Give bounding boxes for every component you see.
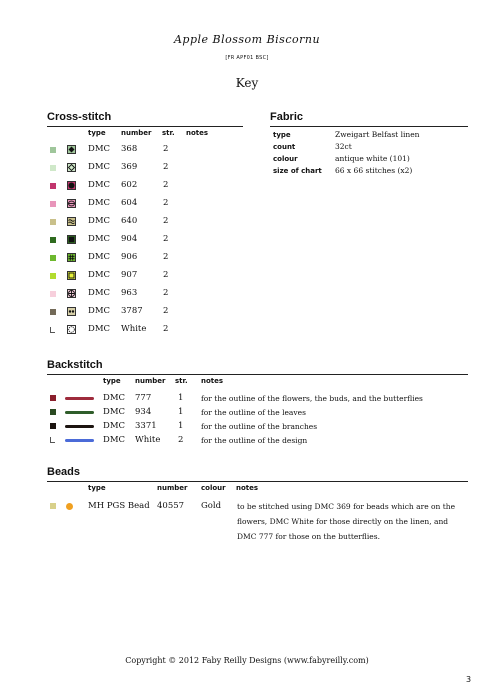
bs-strands: 1 <box>178 421 184 431</box>
bs-type: DMC <box>103 407 126 417</box>
bead-type: MH PGS Bead <box>88 501 150 511</box>
bs-col-notes: notes <box>201 377 224 385</box>
bs-col-str: str. <box>175 377 188 385</box>
bead-notes-line: DMC 777 for those on the butterflies. <box>237 532 380 541</box>
fabric-heading: Fabric <box>270 111 304 123</box>
fabric-label: type <box>273 131 291 139</box>
bead-number: 40557 <box>157 501 185 511</box>
cs-type: DMC <box>88 198 111 208</box>
bs-type: DMC <box>103 435 126 445</box>
fabric-value: antique white (101) <box>335 154 410 163</box>
fabric-value: 32ct <box>335 142 352 151</box>
cs-col-str: str. <box>162 129 175 137</box>
backstitch-line-sample <box>65 397 94 400</box>
cs-number: 604 <box>121 198 138 208</box>
cs-type: DMC <box>88 180 111 190</box>
cs-number: 368 <box>121 144 138 154</box>
bs-col-type: type <box>103 377 121 385</box>
beads-col-type: type <box>88 484 106 492</box>
bs-type: DMC <box>103 421 126 431</box>
cs-number: 904 <box>121 234 138 244</box>
bs-strands: 2 <box>178 435 184 445</box>
cs-type: DMC <box>88 270 111 280</box>
symbol-square-outline-icon <box>67 271 76 280</box>
cs-col-number: number <box>121 129 152 137</box>
cs-strands: 2 <box>163 216 169 226</box>
pattern-code: [FR APF01 BSC] <box>225 55 269 61</box>
symbol-oval-line-icon <box>67 199 76 208</box>
bs-type: DMC <box>103 393 126 403</box>
cs-number: 963 <box>121 288 138 298</box>
bs-number: 777 <box>135 393 152 403</box>
cs-number: White <box>121 324 147 334</box>
cs-type: DMC <box>88 288 111 298</box>
symbol-dots-icon <box>67 307 76 316</box>
cs-col-type: type <box>88 129 106 137</box>
cs-strands: 2 <box>163 180 169 190</box>
color-swatch <box>50 423 56 429</box>
color-swatch <box>50 291 56 297</box>
beads-rule <box>47 481 468 482</box>
cs-strands: 2 <box>163 198 169 208</box>
bs-strands: 1 <box>178 407 184 417</box>
beads-col-number: number <box>157 484 188 492</box>
color-swatch <box>50 255 56 261</box>
backstitch-rule <box>47 374 468 375</box>
bs-number: White <box>135 435 161 445</box>
fabric-label: size of chart <box>273 167 322 175</box>
backstitch-line-sample <box>65 411 94 414</box>
beads-col-notes: notes <box>236 484 259 492</box>
key-heading: Key <box>235 76 259 90</box>
cs-number: 3787 <box>121 306 143 316</box>
cross-stitch-rule <box>47 126 243 127</box>
bs-notes: for the outline of the leaves <box>201 408 306 417</box>
bead-notes-line: flowers, DMC White for those directly on the linen, and <box>237 517 449 526</box>
cs-number: 640 <box>121 216 138 226</box>
color-swatch <box>50 273 56 279</box>
bs-number: 3371 <box>135 421 157 431</box>
fabric-label: count <box>273 143 296 151</box>
color-swatch <box>50 327 55 333</box>
bead-colour: Gold <box>201 501 222 511</box>
color-swatch <box>50 309 56 315</box>
beads-heading: Beads <box>47 466 81 478</box>
cs-type: DMC <box>88 324 111 334</box>
fabric-value: Zweigart Belfast linen <box>335 130 420 139</box>
beads-col-colour: colour <box>201 484 226 492</box>
backstitch-line-sample <box>65 439 94 442</box>
symbol-circle-filled-icon <box>67 181 76 190</box>
bs-notes: for the outline of the flowers, the buds, and the butterflies <box>201 394 423 403</box>
symbol-diamond-outline-icon <box>67 163 76 172</box>
bs-col-number: number <box>135 377 166 385</box>
fabric-value: 66 x 66 stitches (x2) <box>335 166 413 175</box>
cs-number: 906 <box>121 252 138 262</box>
color-swatch <box>50 409 56 415</box>
symbol-circle-outline-icon <box>67 325 76 334</box>
symbol-hash-icon <box>67 253 76 262</box>
cs-type: DMC <box>88 162 111 172</box>
cs-type: DMC <box>88 234 111 244</box>
cs-strands: 2 <box>163 252 169 262</box>
cs-number: 602 <box>121 180 138 190</box>
symbol-circle-cross-icon <box>67 289 76 298</box>
color-swatch <box>50 237 56 243</box>
cs-col-notes: notes <box>186 129 209 137</box>
symbol-diamond-filled-icon <box>67 145 76 154</box>
cs-strands: 2 <box>163 324 169 334</box>
cross-stitch-heading: Cross-stitch <box>47 111 112 123</box>
pattern-title: Apple Blossom Biscornu <box>173 33 321 46</box>
cs-strands: 2 <box>163 234 169 244</box>
bs-strands: 1 <box>178 393 184 403</box>
fabric-rule <box>270 126 468 127</box>
symbol-waves-icon <box>67 217 76 226</box>
backstitch-heading: Backstitch <box>47 359 103 371</box>
fabric-label: colour <box>273 155 298 163</box>
color-swatch <box>50 147 56 153</box>
bs-number: 934 <box>135 407 152 417</box>
cs-type: DMC <box>88 252 111 262</box>
color-swatch <box>50 503 56 509</box>
copyright-footer: Copyright © 2012 Faby Reilly Designs (www.fabyreilly.com) <box>125 656 369 665</box>
color-swatch <box>50 437 55 443</box>
symbol-square-filled-icon <box>67 235 76 244</box>
page-number: 3 <box>466 675 472 684</box>
cs-strands: 2 <box>163 306 169 316</box>
cs-strands: 2 <box>163 162 169 172</box>
cs-number: 907 <box>121 270 138 280</box>
cs-number: 369 <box>121 162 138 172</box>
bead-notes-line: to be stitched using DMC 369 for beads which are on the <box>237 502 456 511</box>
cs-type: DMC <box>88 144 111 154</box>
color-swatch <box>50 395 56 401</box>
cs-strands: 2 <box>163 270 169 280</box>
color-swatch <box>50 219 56 225</box>
cs-strands: 2 <box>163 144 169 154</box>
cs-strands: 2 <box>163 288 169 298</box>
bs-notes: for the outline of the design <box>201 436 308 445</box>
cs-type: DMC <box>88 216 111 226</box>
cs-type: DMC <box>88 306 111 316</box>
backstitch-line-sample <box>65 425 94 428</box>
color-swatch <box>50 165 56 171</box>
color-swatch <box>50 201 56 207</box>
bs-notes: for the outline of the branches <box>201 422 318 431</box>
color-swatch <box>50 183 56 189</box>
bead-icon <box>66 503 73 510</box>
